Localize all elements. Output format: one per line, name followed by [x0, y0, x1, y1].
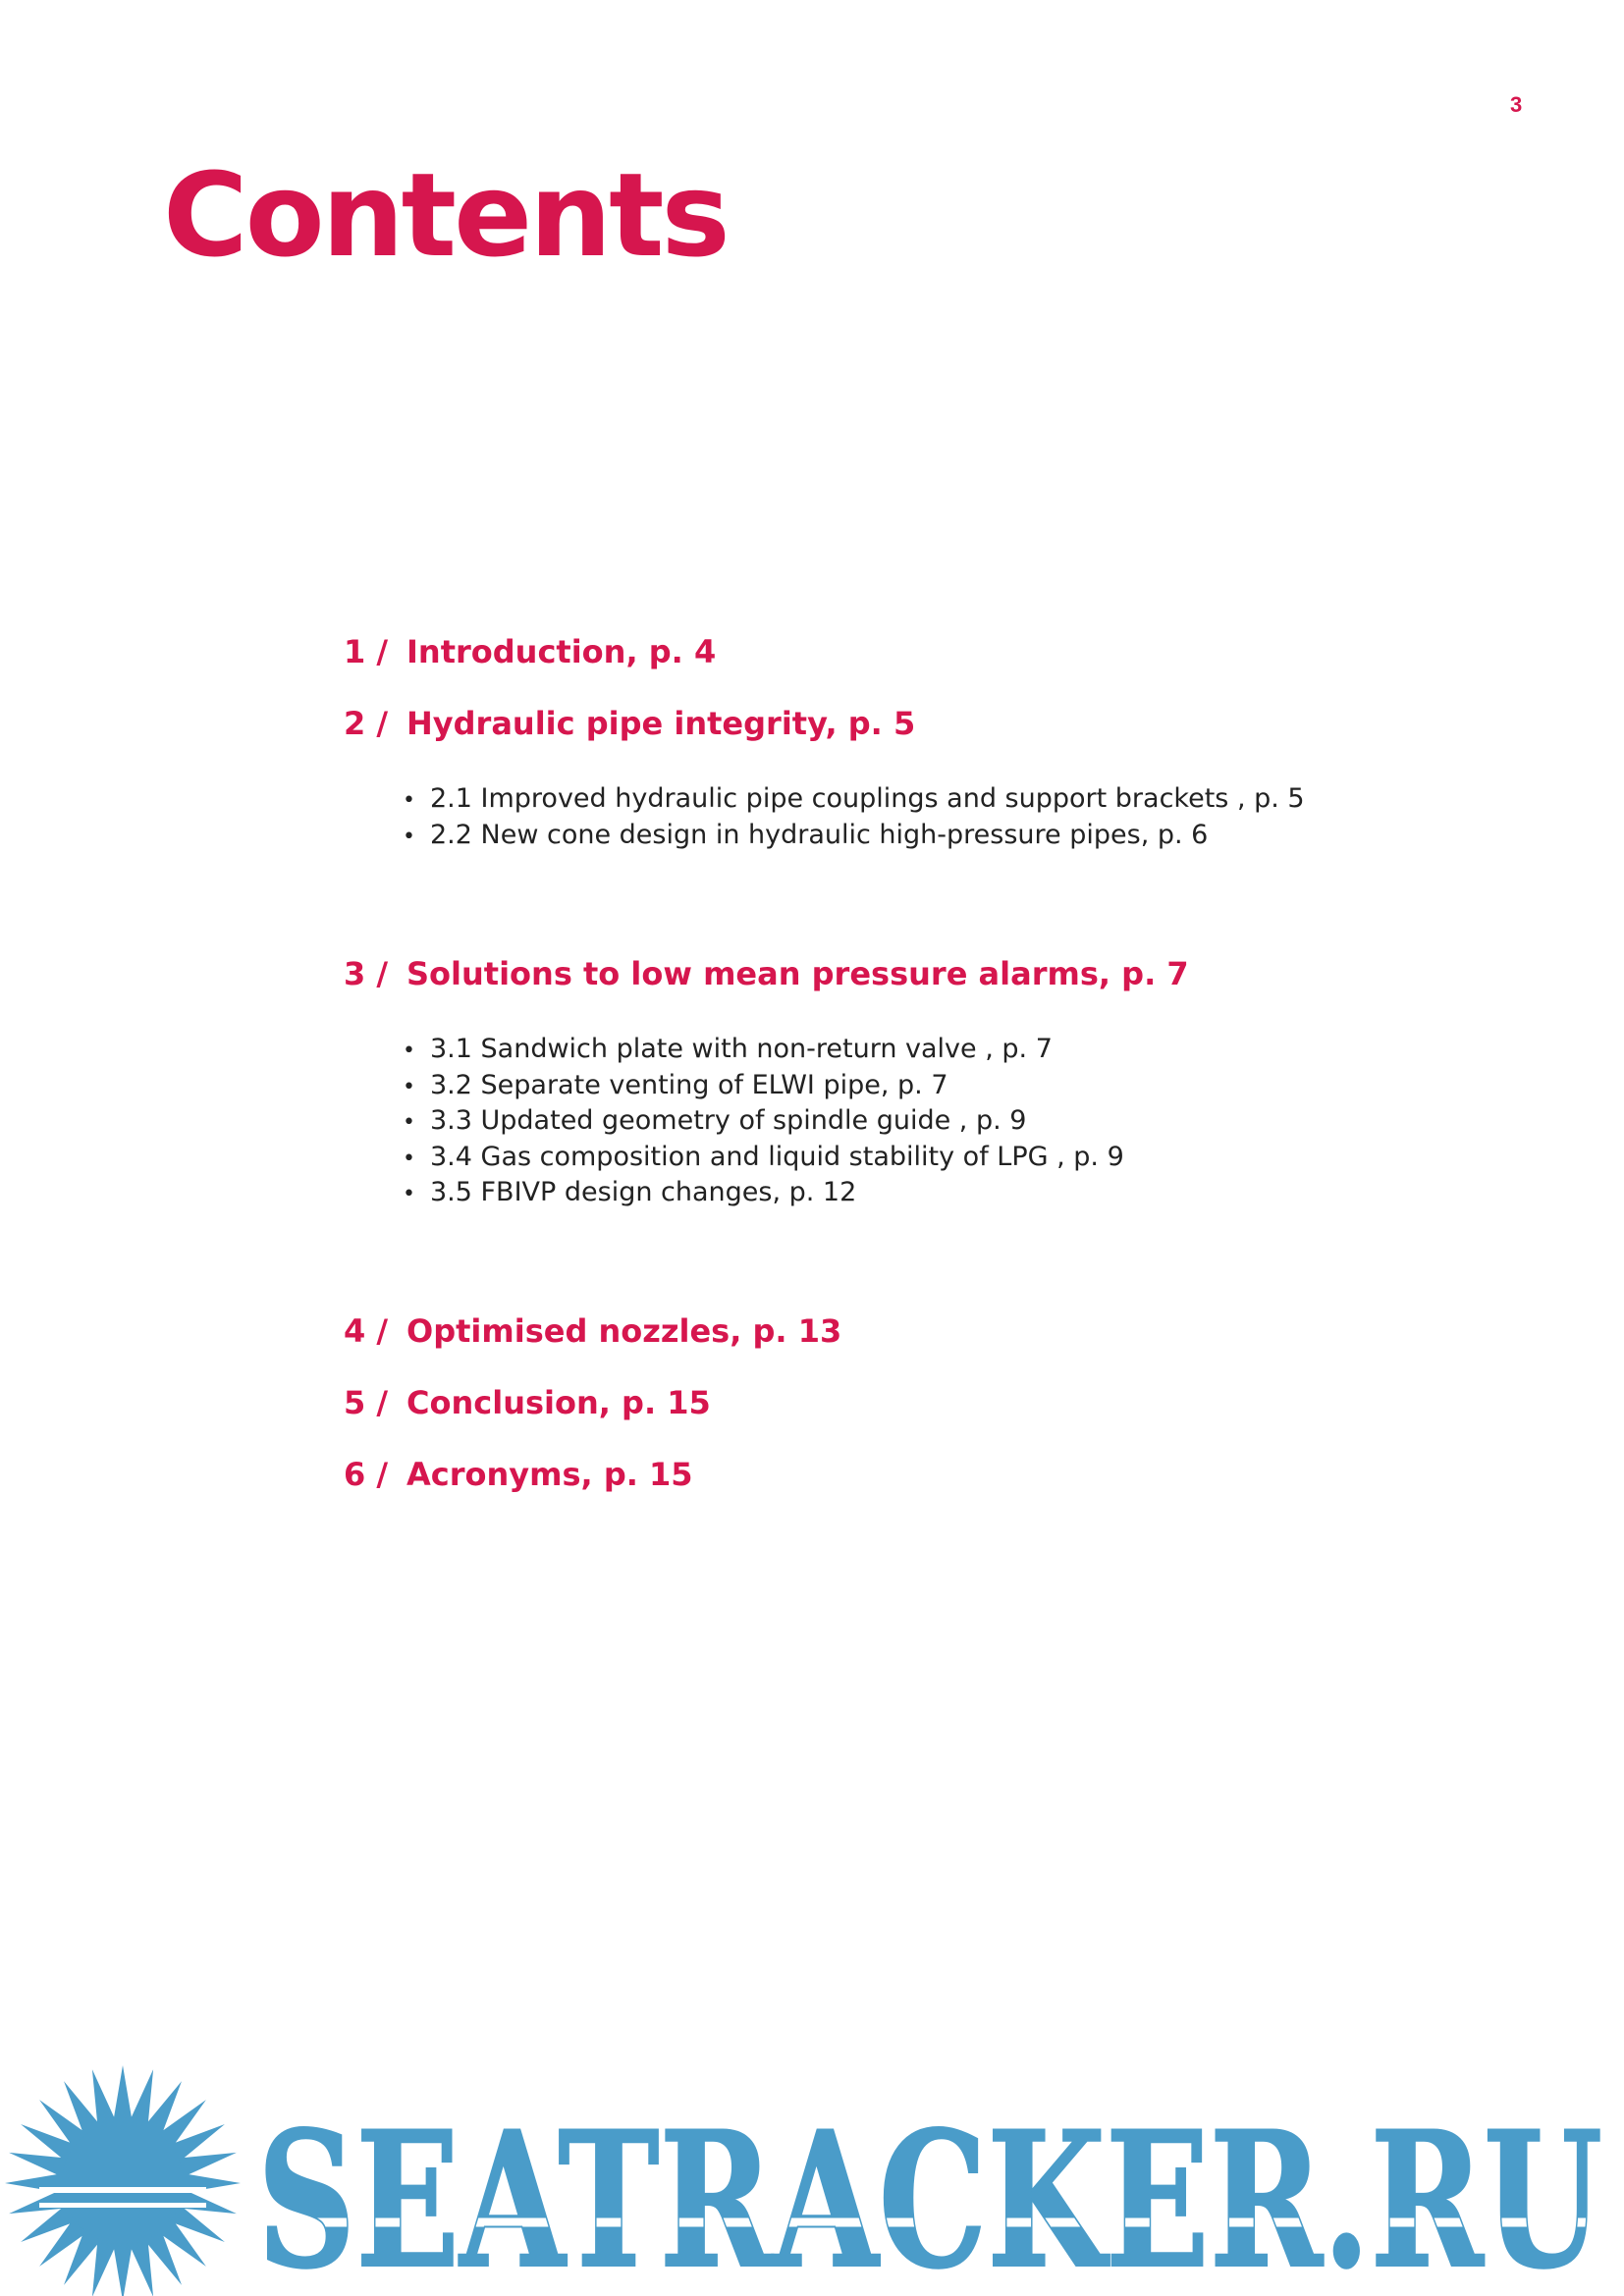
bullet-icon: • — [403, 1039, 415, 1063]
section-label: Solutions to low mean pressure alarms, p. 7 — [406, 955, 1189, 992]
toc-section-2[interactable] — [344, 705, 916, 742]
section-label: Optimised nozzles, p. 13 — [406, 1312, 842, 1350]
bullet-icon: • — [403, 1110, 415, 1135]
bullet-icon: • — [403, 1146, 415, 1171]
page-title: Contents — [163, 147, 728, 283]
bullet-icon: • — [403, 1182, 415, 1206]
subsection-label: 3.1 Sandwich plate with non-return valve , p. 7 — [430, 1034, 1053, 1064]
bullet-icon: • — [403, 824, 415, 849]
subsection-list — [403, 1032, 1124, 1211]
section-number: 4 / — [344, 1312, 389, 1350]
toc-subsection-2-2[interactable] — [403, 818, 1305, 854]
toc-subsection-3-2[interactable] — [403, 1068, 1124, 1104]
section-number: 2 / — [344, 705, 389, 742]
section-label: Hydraulic pipe integrity, p. 5 — [406, 705, 916, 742]
toc-section-4[interactable] — [344, 1312, 842, 1350]
section-label: Acronyms, p. 15 — [406, 1456, 693, 1493]
toc-subsection-3-1[interactable] — [403, 1032, 1124, 1068]
subsection-label: 3.2 Separate venting of ELWI pipe, p. 7 — [430, 1069, 948, 1100]
page-number: 3 — [1510, 92, 1523, 117]
toc-subsection-2-1[interactable] — [403, 781, 1305, 818]
section-label: Conclusion, p. 15 — [406, 1384, 711, 1421]
section-number: 1 / — [344, 633, 389, 670]
toc-section-5[interactable] — [344, 1384, 711, 1421]
bullet-icon: • — [403, 788, 415, 813]
watermark-logo — [0, 2042, 1624, 2296]
toc-subsection-3-3[interactable] — [403, 1103, 1124, 1140]
bullet-icon: • — [403, 1074, 415, 1099]
section-number: 6 / — [344, 1456, 389, 1493]
toc-section-1[interactable] — [344, 633, 717, 670]
subsection-label: 2.1 Improved hydraulic pipe couplings and support brackets , p. 5 — [430, 783, 1305, 814]
subsection-list — [403, 781, 1305, 853]
subsection-label: 3.5 FBIVP design changes, p. 12 — [430, 1177, 857, 1207]
subsection-label: 3.3 Updated geometry of spindle guide , p. 9 — [430, 1105, 1027, 1136]
subsection-label: 2.2 New cone design in hydraulic high-pressure pipes, p. 6 — [430, 819, 1209, 850]
section-number: 5 / — [344, 1384, 389, 1421]
subsection-label: 3.4 Gas composition and liquid stability of LPG , p. 9 — [430, 1141, 1124, 1172]
section-label: Introduction, p. 4 — [406, 633, 717, 670]
toc-section-6[interactable] — [344, 1456, 693, 1493]
section-number: 3 / — [344, 955, 389, 992]
toc-subsection-3-4[interactable] — [403, 1140, 1124, 1176]
toc-subsection-3-5[interactable] — [403, 1175, 1124, 1211]
toc-section-3[interactable] — [344, 955, 1189, 992]
sun-icon — [5, 2065, 241, 2296]
watermark-text: SEATRACKER.RU — [257, 2091, 1602, 2296]
